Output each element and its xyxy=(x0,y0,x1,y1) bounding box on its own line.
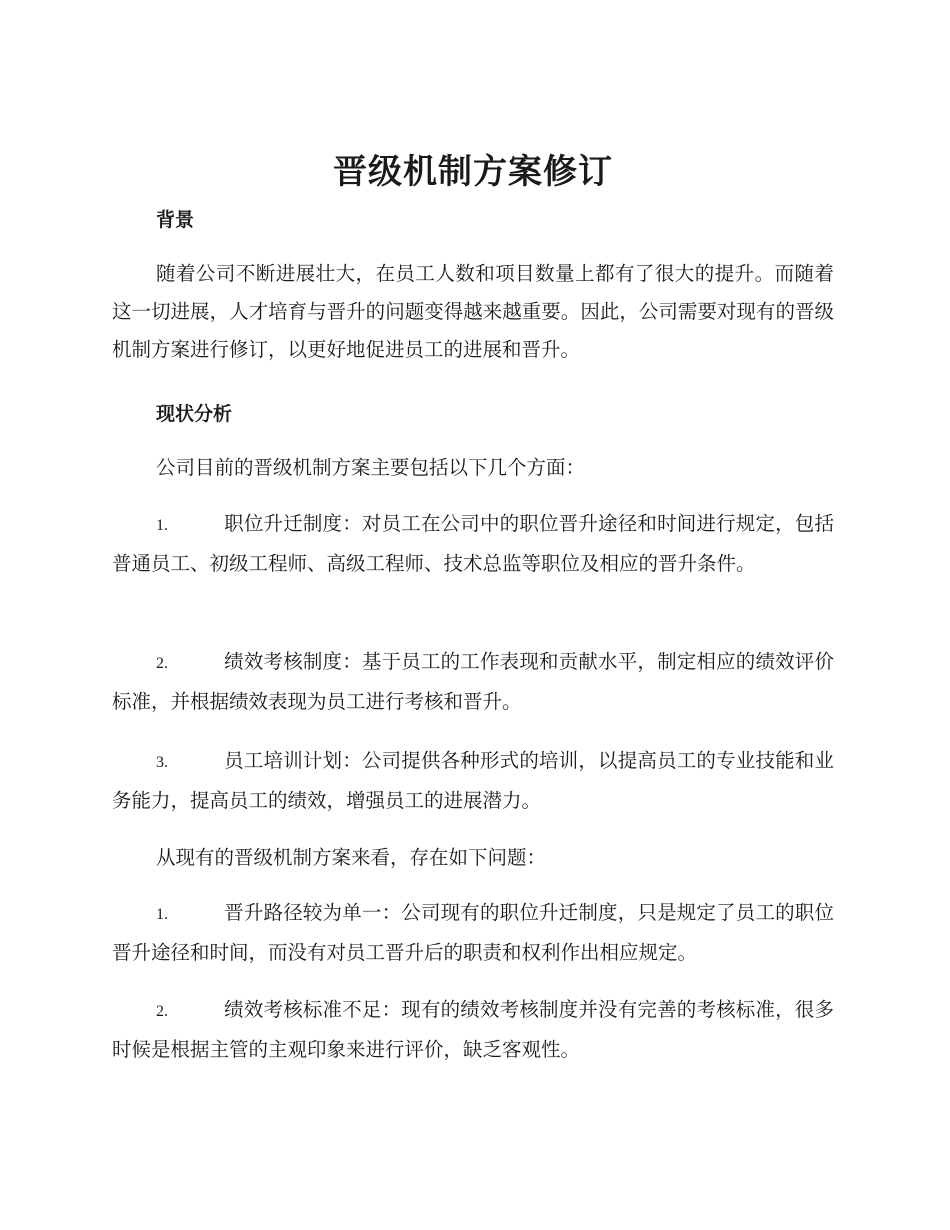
list-item-text: 绩效考核制度：基于员工的工作表现和贡献水平，制定相应的绩效评价标准，并根据绩效表现为员工进行考核和晋升。 xyxy=(112,650,834,713)
problems-intro-paragraph: 从现有的晋级机制方案来看，存在如下问题： xyxy=(156,846,547,869)
list-number: 2. xyxy=(156,655,168,672)
list-number: 1. xyxy=(156,517,168,534)
list-item-text: 职位升迁制度：对员工在公司中的职位晋升途径和时间进行规定，包括普通员工、初级工程师、高级工程师、技术总监等职位及相应的晋升条件。 xyxy=(112,512,834,575)
aspect-list-item xyxy=(112,643,834,721)
aspect-list-item xyxy=(112,742,834,820)
section-heading-status: 现状分析 xyxy=(156,403,233,425)
document-page xyxy=(112,0,834,1230)
problem-list-item xyxy=(112,894,834,972)
background-paragraph: 随着公司不断进展壮大，在员工人数和项目数量上都有了很大的提升。而随着这一切进展，人才培育与晋升的问题变得越来越重要。因此，公司需要对现有的晋级机制方案进行修订，以更好地促进员工的进展和晋升。 xyxy=(112,262,834,361)
list-item-text: 绩效考核标准不足：现有的绩效考核制度并没有完善的考核标准，很多时候是根据主管的主观印象来进行评价，缺乏客观性。 xyxy=(112,998,834,1061)
list-number: 3. xyxy=(156,754,168,771)
list-number: 1. xyxy=(156,906,168,923)
list-item-text: 员工培训计划：公司提供各种形式的培训，以提高员工的专业技能和业务能力，提高员工的绩效，增强员工的进展潜力。 xyxy=(112,749,834,812)
status-intro-paragraph: 公司目前的晋级机制方案主要包括以下几个方面： xyxy=(156,456,586,479)
aspect-list-item xyxy=(112,505,834,583)
list-number: 2. xyxy=(156,1003,168,1020)
section-heading-background: 背景 xyxy=(156,209,195,231)
list-item-text: 晋升路径较为单一：公司现有的职位升迁制度，只是规定了员工的职位晋升途径和时间，而没有对员工晋升后的职责和权利作出相应规定。 xyxy=(112,901,834,964)
problem-list-item xyxy=(112,991,834,1069)
document-title: 晋级机制方案修订 xyxy=(333,152,613,192)
